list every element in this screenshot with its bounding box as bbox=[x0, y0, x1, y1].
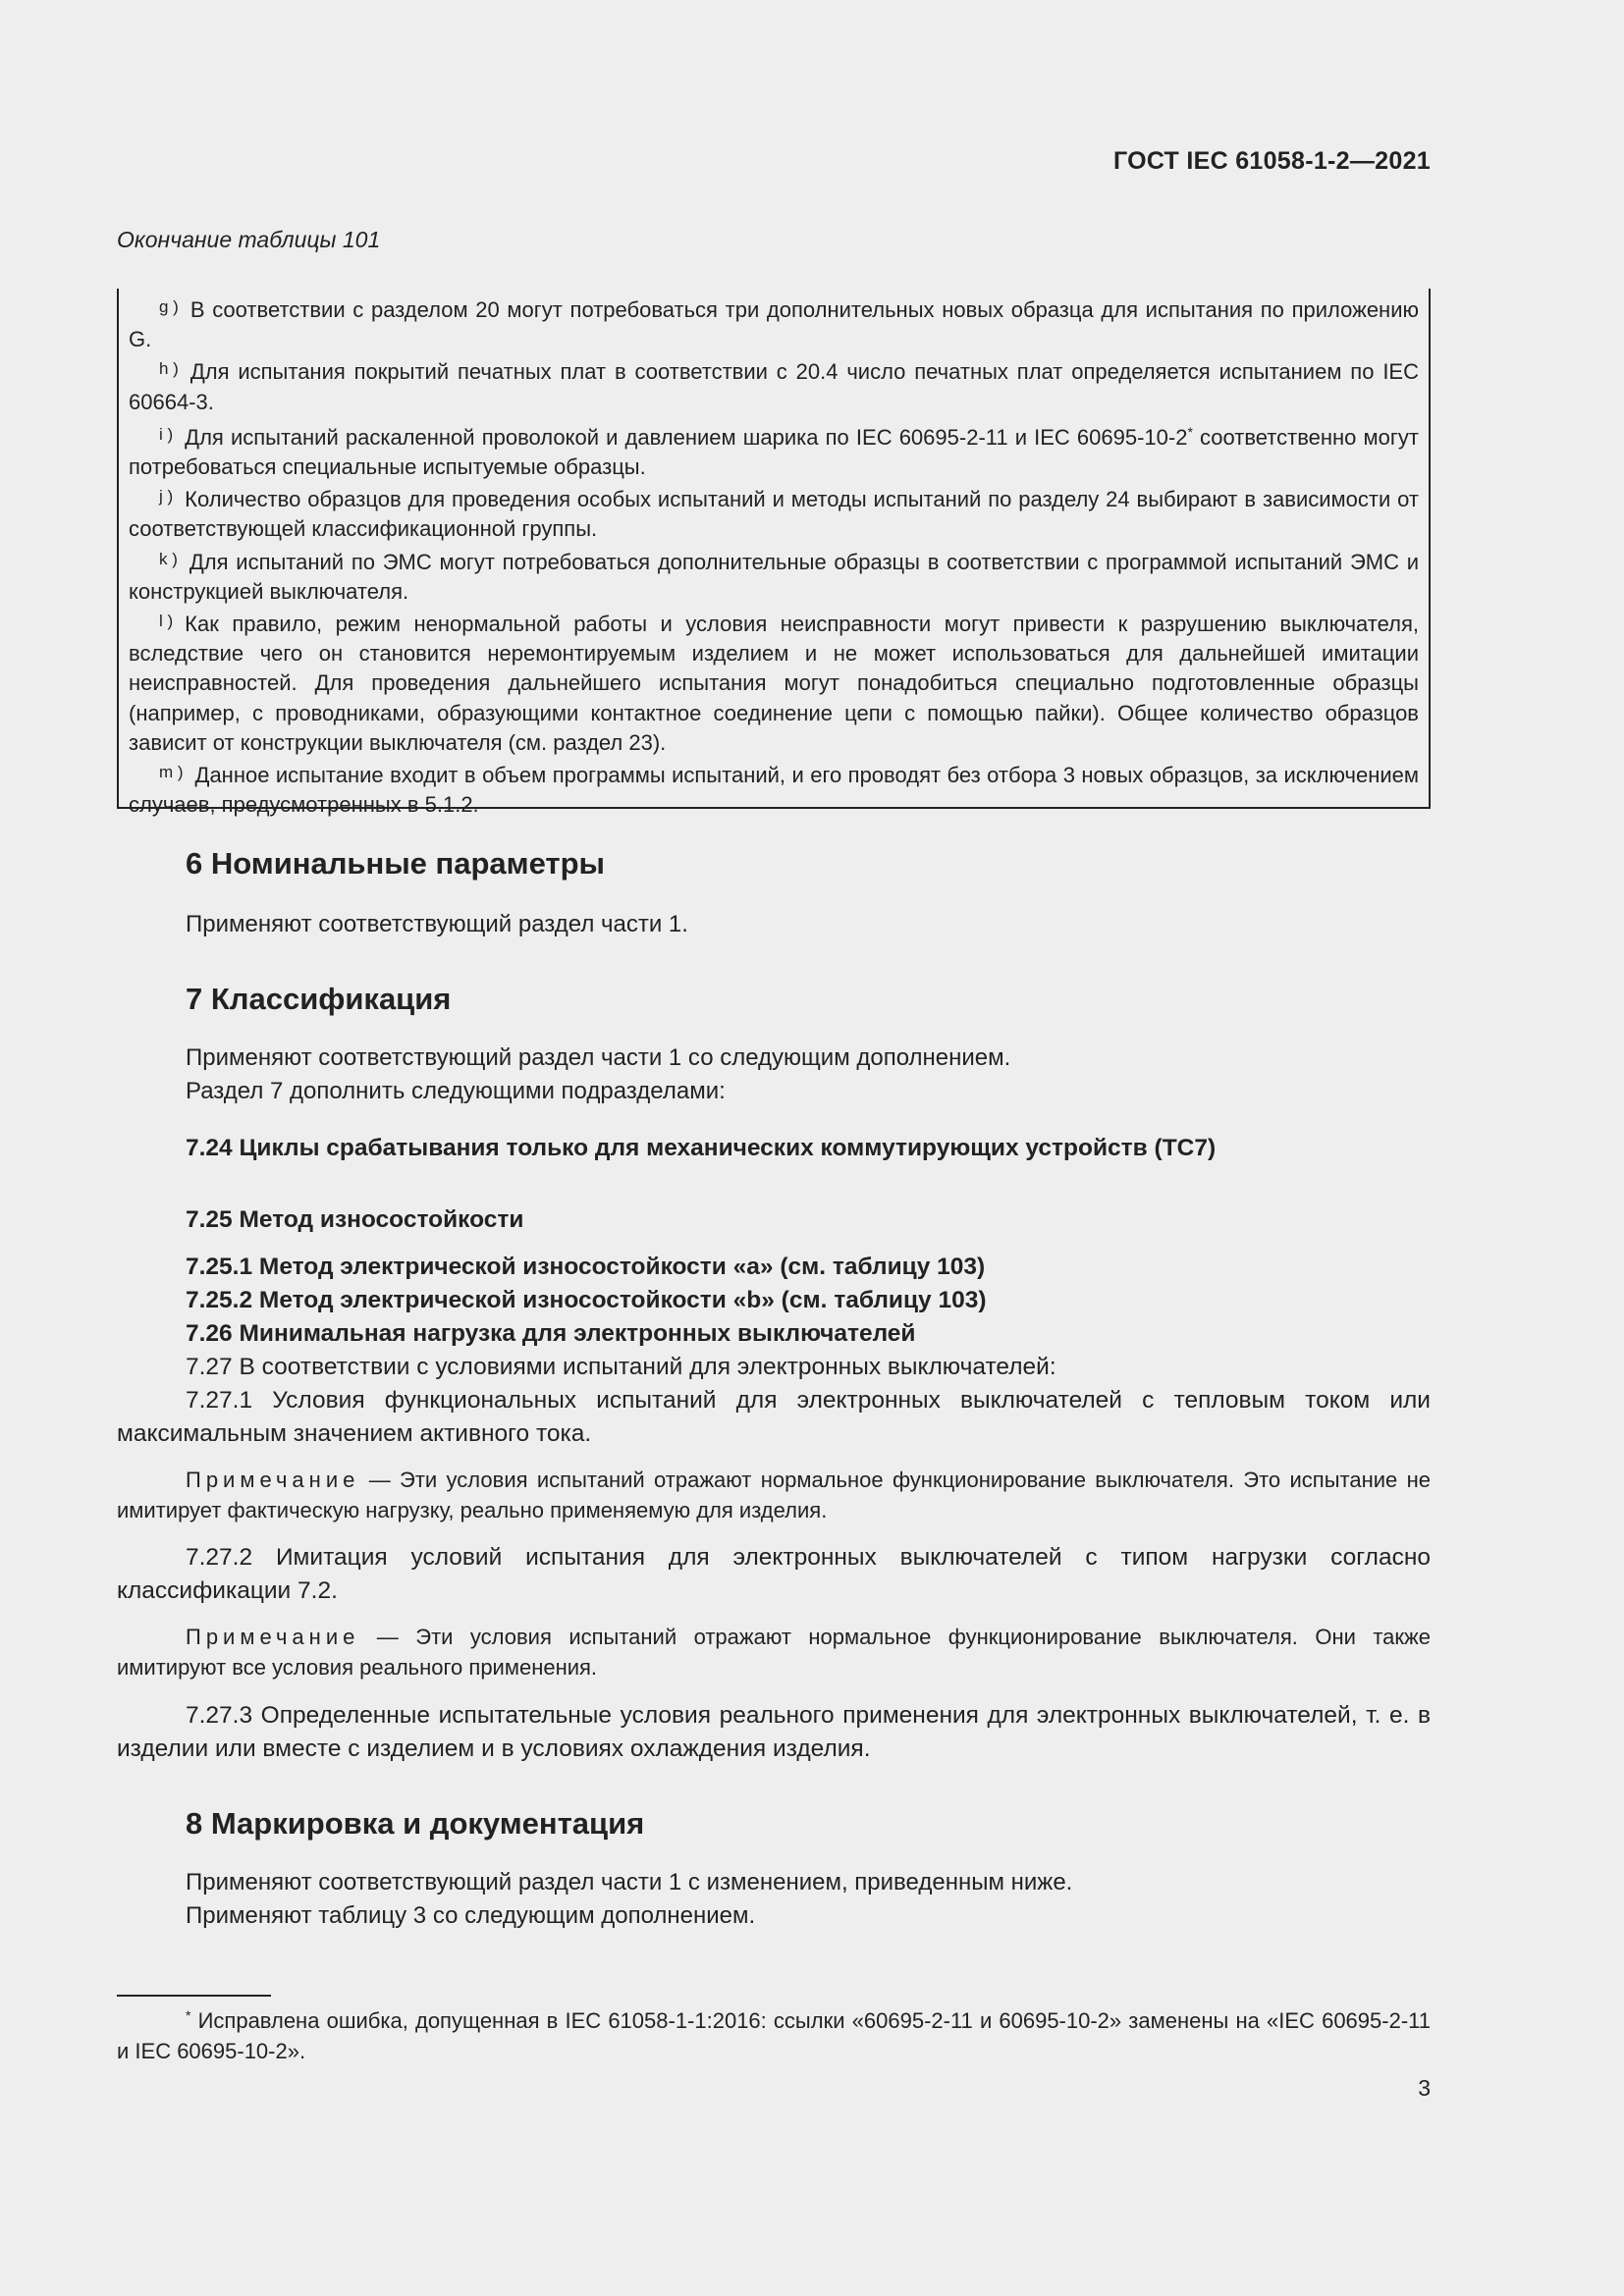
subsection-7-27-3: 7.27.3 Определенные испытательные условия реального применения для электронных выключателей, т. е. в изделии или вместе с изделием и в условиях охлаждения изделия. bbox=[117, 1702, 1431, 1762]
table-note-k bbox=[129, 545, 1419, 607]
note-mark: k ) bbox=[159, 549, 178, 568]
note-text: В соответствии с разделом 20 могут потребоваться три дополнительных новых образца для испытания по приложению G. bbox=[129, 297, 1419, 352]
note-text: Как правило, режим ненормальной работы и условия неисправности могут привести к разрушению выключателя, вследствие чего он становится неремонтируемым изделием и не может использоваться для дальнейшей имитации неисправностей. Для проведения дальнейшего испытания могут понадобиться специально подготовленные образцы (например, с проводниками, образующими контактное соединение цепи с помощью пайки). Общее количество образцов зависит от конструкции выключателя (см. раздел 23). bbox=[129, 612, 1419, 755]
note-mark: m ) bbox=[159, 763, 184, 782]
section-8-text-1: Применяют соответствующий раздел части 1 с изменением, приведенным ниже. bbox=[186, 1869, 1073, 1896]
section-8-title: 8 Маркировка и документация bbox=[186, 1806, 645, 1841]
section-6-title: 6 Номинальные параметры bbox=[186, 846, 606, 881]
table-note-l bbox=[129, 607, 1419, 758]
subsection-7-27: 7.27 В соответствии с условиями испытаний для электронных выключателей: bbox=[186, 1354, 1056, 1380]
note-text: Данное испытание входит в объем программы испытаний, и его проводят без отбора 3 новых образцов, за исключением случаев, предусмотренных в 5.1.2. bbox=[129, 763, 1419, 818]
table-note-g bbox=[129, 293, 1419, 354]
section-7-title: 7 Классификация bbox=[186, 982, 452, 1016]
note-mark: g ) bbox=[159, 297, 179, 316]
section-8-text-2: Применяют таблицу 3 со следующим дополнением. bbox=[186, 1902, 756, 1929]
note-mark: l ) bbox=[159, 612, 174, 631]
note-2 bbox=[117, 1622, 1431, 1682]
table-note-j bbox=[129, 482, 1419, 544]
subsection-7-25: 7.25 Метод износостойкости bbox=[186, 1206, 524, 1233]
subsection-7-25-2: 7.25.2 Метод электрической износостойкости «b» (см. таблицу 103) bbox=[186, 1287, 987, 1313]
footnote-mark: * bbox=[186, 2007, 191, 2023]
subsection-7-27-2: 7.27.2 Имитация условий испытания для электронных выключателей с типом нагрузки согласно классификации 7.2. bbox=[117, 1544, 1431, 1604]
footnote-ref: * bbox=[1187, 423, 1193, 440]
table-note-m bbox=[129, 758, 1419, 820]
section-6-text: Применяют соответствующий раздел части 1. bbox=[186, 911, 688, 937]
note-text: Количество образцов для проведения особых испытаний и методы испытаний по разделу 24 выбирают в зависимости от соответствующей классификационной группы. bbox=[129, 487, 1419, 542]
note-text: Для испытаний по ЭМС могут потребоваться дополнительные образцы в соответствии с программой испытаний ЭМС и конструкцией выключателя. bbox=[129, 549, 1419, 604]
note-mark: h ) bbox=[159, 359, 179, 379]
subsection-7-27-1: 7.27.1 Условия функциональных испытаний для электронных выключателей с тепловым током или максимальным значением активного тока. bbox=[117, 1387, 1431, 1447]
table-caption: Окончание таблицы 101 bbox=[117, 227, 381, 252]
table-note-h bbox=[129, 354, 1419, 416]
section-7-text-1: Применяют соответствующий раздел части 1 со следующим дополнением. bbox=[186, 1044, 1011, 1071]
page-number: 3 bbox=[1418, 2075, 1431, 2101]
subsection-7-25-1: 7.25.1 Метод электрической износостойкости «a» (см. таблицу 103) bbox=[186, 1254, 986, 1280]
table-notes-box bbox=[117, 289, 1431, 818]
note-1 bbox=[117, 1465, 1431, 1525]
table-note-i bbox=[129, 417, 1419, 482]
footnote-text: Исправлена ошибка, допущенная в IEC 61058-1-1:2016: ссылки «60695-2-11 и 60695-10-2» заменены на «IEC 60695-2-11 и IEC 60695-10-2». bbox=[117, 2008, 1431, 2063]
note-body: — Эти условия испытаний отражают нормальное функционирование выключателя. Они также имитируют все условия реального применения. bbox=[117, 1625, 1431, 1680]
note-mark: j ) bbox=[159, 487, 174, 507]
note-text-after: соответственно могут потребоваться специальные испытуемые образцы. bbox=[129, 424, 1419, 480]
note-body: — Эти условия испытаний отражают нормальное функционирование выключателя. Это испытание не имитирует фактическую нагрузку, реально применяемую для изделия. bbox=[117, 1468, 1431, 1522]
note-label: Примечание bbox=[186, 1625, 360, 1649]
note-text: Для испытания покрытий печатных плат в соответствии с 20.4 число печатных плат определяется испытанием по IEC 60664-3. bbox=[129, 359, 1419, 414]
section-7-text-2: Раздел 7 дополнить следующими подразделами: bbox=[186, 1078, 726, 1104]
standard-header: ГОСТ IEC 61058-1-2—2021 bbox=[1112, 147, 1431, 175]
note-mark: i ) bbox=[159, 424, 174, 444]
subsection-7-26: 7.26 Минимальная нагрузка для электронных выключателей bbox=[186, 1320, 916, 1347]
footnote-separator bbox=[117, 1995, 271, 1997]
note-text: Для испытаний раскаленной проволокой и давлением шарика по IEC 60695-2-11 и IEC 60695-10-2 bbox=[185, 424, 1188, 450]
subsection-7-24: 7.24 Циклы срабатывания только для механических коммутирующих устройств (ТС7) bbox=[186, 1135, 1217, 1161]
note-label: Примечание bbox=[186, 1468, 360, 1492]
footnote bbox=[117, 2001, 1431, 2066]
